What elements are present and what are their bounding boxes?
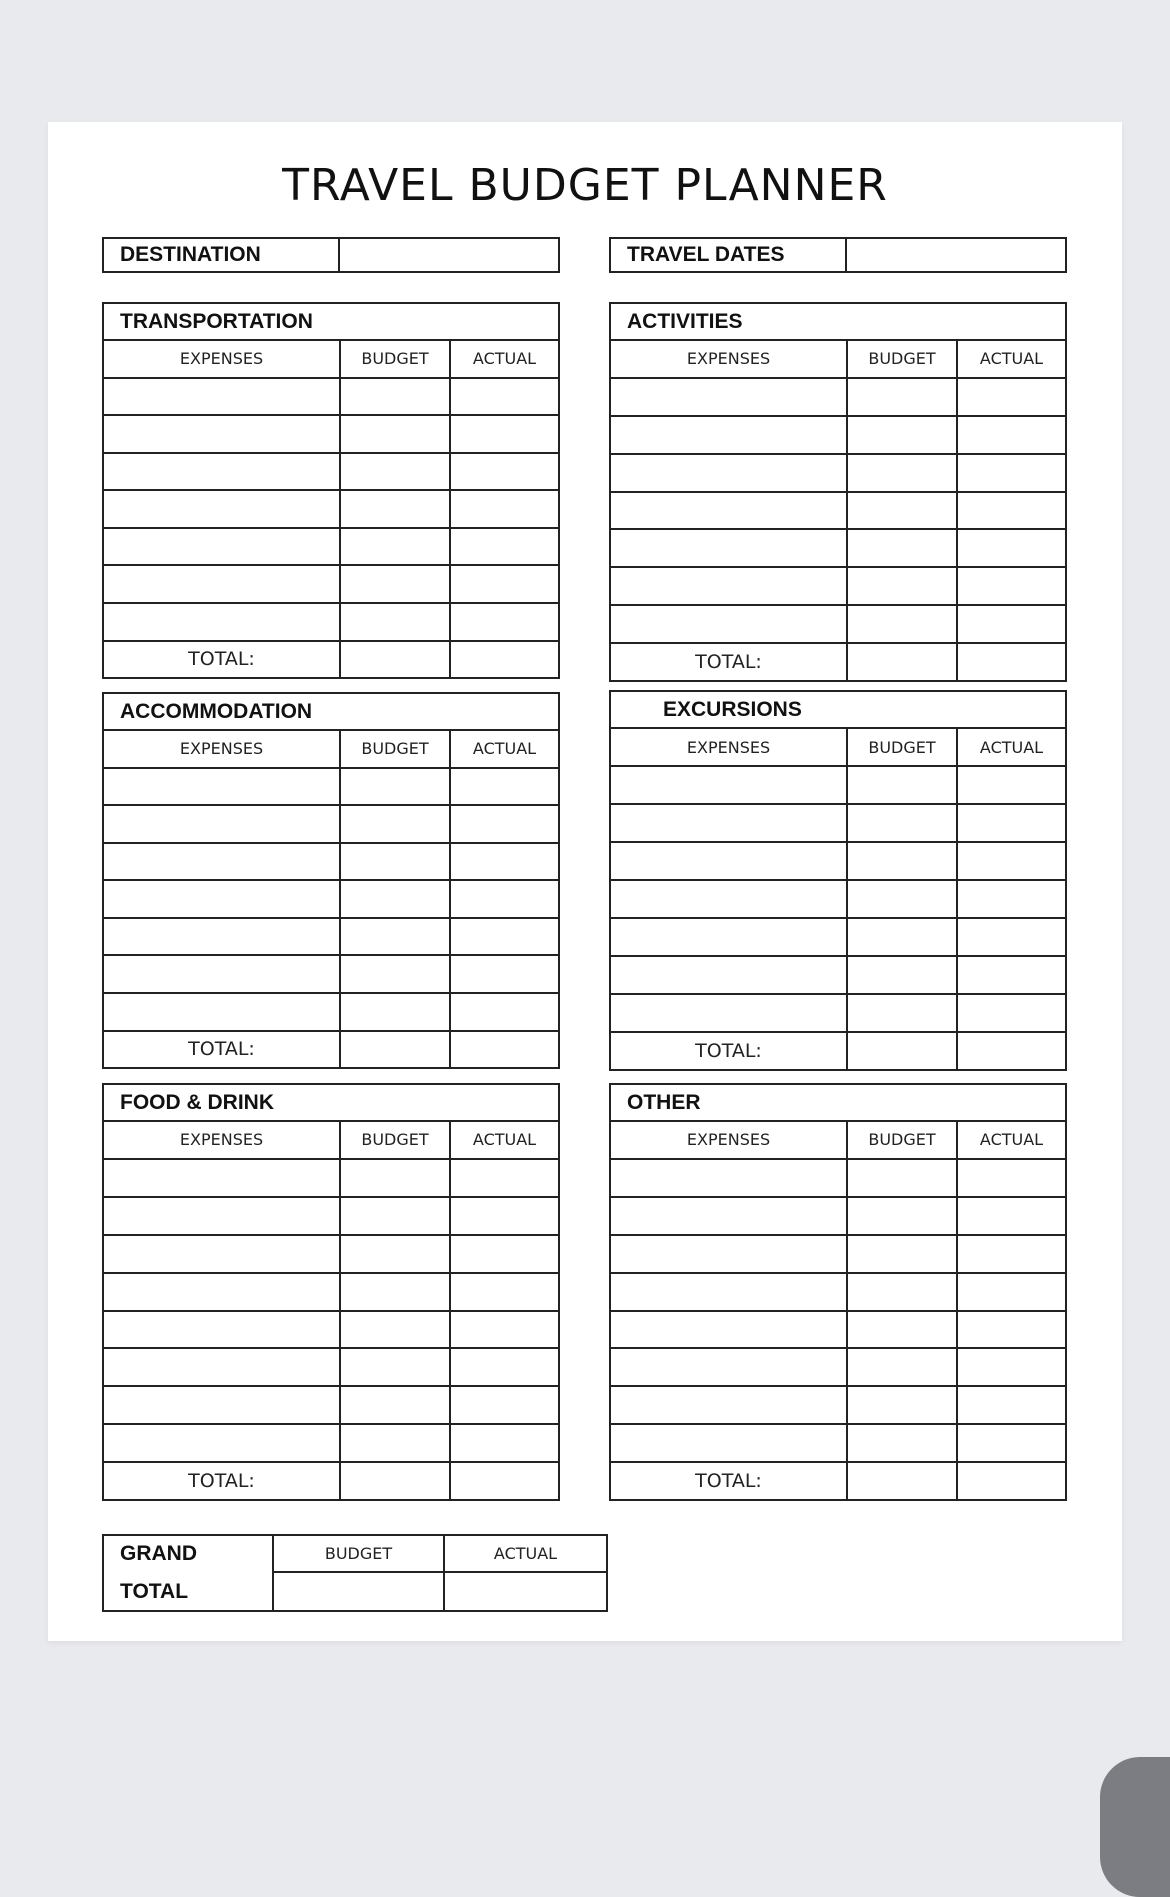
expense-cell[interactable] [611,1274,848,1310]
actual-cell[interactable] [958,1387,1065,1423]
budget-cell[interactable] [341,1198,451,1234]
travel-dates-field [609,237,1067,273]
table-row [104,416,558,454]
expense-cell[interactable] [611,1387,848,1423]
actual-cell[interactable] [958,379,1065,415]
expenses-column-header: EXPENSES [611,1122,848,1158]
actual-cell[interactable] [451,454,558,490]
budget-cell[interactable] [848,1349,958,1385]
table-row [104,1312,558,1350]
expenses-column-header: EXPENSES [104,341,341,377]
budget-cell[interactable] [341,1425,451,1461]
actual-cell[interactable] [958,1312,1065,1348]
budget-cell[interactable] [848,606,958,642]
travel-dates-label: TRAVEL DATES [611,239,847,271]
actual-cell[interactable] [451,1312,558,1348]
table-row [611,767,1065,805]
budget-cell[interactable] [341,806,451,842]
destination-field [102,237,560,273]
grand-total-label-line1: GRAND [120,1542,197,1565]
table-row [104,1349,558,1387]
budget-cell[interactable] [848,493,958,529]
activities-table [611,341,1065,680]
expenses-column-header: EXPENSES [611,729,848,765]
budget-cell[interactable] [341,919,451,955]
grand-total-budget-cell[interactable] [274,1573,443,1610]
budget-cell[interactable] [341,454,451,490]
budget-cell[interactable] [341,1312,451,1348]
total-budget-cell[interactable] [848,644,958,680]
grand-total-actual-header: ACTUAL [445,1536,606,1573]
table-row [104,454,558,492]
total-budget-cell[interactable] [848,1033,958,1069]
total-row [104,1032,558,1068]
actual-cell[interactable] [451,416,558,452]
actual-cell[interactable] [958,843,1065,879]
table-row [611,957,1065,995]
actual-cell[interactable] [958,957,1065,993]
table-row [104,919,558,957]
budget-cell[interactable] [848,843,958,879]
actual-cell[interactable] [958,1274,1065,1310]
grand-total-label [104,1536,274,1610]
table-row [104,379,558,417]
total-label: TOTAL: [104,642,341,678]
transportation-title: TRANSPORTATION [104,304,558,341]
expense-cell[interactable] [611,995,848,1031]
actual-cell[interactable] [958,1160,1065,1196]
budget-cell[interactable] [848,530,958,566]
expense-cell[interactable] [104,1387,341,1423]
actual-cell[interactable] [958,805,1065,841]
total-actual-cell[interactable] [451,642,558,678]
actual-cell[interactable] [451,491,558,527]
table-row [611,493,1065,531]
expense-cell[interactable] [611,1349,848,1385]
actual-cell[interactable] [451,604,558,640]
actual-cell[interactable] [451,994,558,1030]
excursions-title: EXCURSIONS [611,692,1065,729]
expense-cell[interactable] [104,529,341,565]
expense-cell[interactable] [611,606,848,642]
budget-cell[interactable] [341,491,451,527]
total-label: TOTAL: [611,1033,848,1069]
table-row [611,1425,1065,1463]
budget-cell[interactable] [341,379,451,415]
column-header-row [611,1122,1065,1160]
corner-decoration [1100,1757,1170,1897]
actual-cell[interactable] [451,566,558,602]
expense-cell[interactable] [104,1160,341,1196]
actual-cell[interactable] [958,606,1065,642]
grand-total-actual-column [445,1536,606,1610]
column-header-row [104,731,558,769]
budget-cell[interactable] [848,805,958,841]
table-row [611,1198,1065,1236]
budget-cell[interactable] [341,1349,451,1385]
expense-cell[interactable] [104,994,341,1030]
budget-column-header: BUDGET [341,731,451,767]
table-row [611,1236,1065,1274]
budget-cell[interactable] [848,957,958,993]
expense-cell[interactable] [611,957,848,993]
actual-cell[interactable] [451,1236,558,1272]
table-row [104,1274,558,1312]
budget-column-header: BUDGET [848,341,958,377]
table-row [611,919,1065,957]
table-row [611,417,1065,455]
table-row [611,1160,1065,1198]
transportation-table [104,341,558,677]
expense-cell[interactable] [611,919,848,955]
expense-cell[interactable] [104,956,341,992]
budget-cell[interactable] [341,1236,451,1272]
expense-cell[interactable] [104,806,341,842]
expenses-column-header: EXPENSES [104,1122,341,1158]
table-row [611,379,1065,417]
column-header-row [104,341,558,379]
budget-cell[interactable] [341,566,451,602]
actual-cell[interactable] [451,956,558,992]
expense-cell[interactable] [611,530,848,566]
expense-cell[interactable] [611,843,848,879]
total-actual-cell[interactable] [451,1463,558,1499]
actual-cell[interactable] [451,1425,558,1461]
budget-cell[interactable] [848,1312,958,1348]
expense-cell[interactable] [104,604,341,640]
excursions-table [611,729,1065,1069]
table-row [104,994,558,1032]
expense-cell[interactable] [104,1274,341,1310]
budget-cell[interactable] [848,1236,958,1272]
table-row [104,1236,558,1274]
budget-cell[interactable] [848,1160,958,1196]
transportation-section [102,302,560,679]
actual-cell[interactable] [958,1349,1065,1385]
other-table [611,1122,1065,1499]
budget-cell[interactable] [848,1387,958,1423]
budget-cell[interactable] [341,529,451,565]
table-row [104,956,558,994]
budget-cell[interactable] [341,881,451,917]
destination-input[interactable] [340,239,558,271]
actual-column-header: ACTUAL [472,1130,537,1150]
actual-cell[interactable] [958,417,1065,453]
actual-column-header: ACTUAL [979,349,1044,369]
budget-cell[interactable] [341,416,451,452]
table-row [611,1274,1065,1312]
budget-cell[interactable] [848,767,958,803]
table-row [611,606,1065,644]
actual-cell[interactable] [958,530,1065,566]
grand-total-table [102,1534,608,1612]
actual-cell[interactable] [958,493,1065,529]
expenses-column-header: EXPENSES [104,731,341,767]
table-row [104,491,558,529]
budget-cell[interactable] [341,1387,451,1423]
table-row [104,1160,558,1198]
table-row [611,530,1065,568]
budget-cell[interactable] [341,769,451,805]
total-budget-cell[interactable] [848,1463,958,1499]
actual-cell[interactable] [451,1274,558,1310]
budget-column-header: BUDGET [848,1122,958,1158]
budget-cell[interactable] [848,995,958,1031]
budget-cell[interactable] [848,881,958,917]
total-actual-cell[interactable] [958,644,1065,680]
actual-cell[interactable] [451,379,558,415]
total-label: TOTAL: [104,1463,341,1499]
total-actual-cell[interactable] [451,1032,558,1068]
expense-cell[interactable] [611,1198,848,1234]
expense-cell[interactable] [104,769,341,805]
grand-total-budget-header: BUDGET [274,1536,443,1573]
table-row [104,1425,558,1463]
budget-cell[interactable] [848,379,958,415]
expense-cell[interactable] [611,767,848,803]
table-row [104,769,558,807]
total-budget-cell[interactable] [341,1463,451,1499]
accommodation-title: ACCOMMODATION [104,694,558,731]
grand-total-actual-cell[interactable] [445,1573,606,1610]
total-budget-cell[interactable] [341,1032,451,1068]
actual-cell[interactable] [958,881,1065,917]
table-row [611,568,1065,606]
actual-cell[interactable] [958,995,1065,1031]
activities-section [609,302,1067,682]
expense-cell[interactable] [104,491,341,527]
expense-cell[interactable] [104,454,341,490]
budget-cell[interactable] [341,604,451,640]
activities-title: ACTIVITIES [611,304,1065,341]
expense-cell[interactable] [104,416,341,452]
budget-cell[interactable] [848,919,958,955]
actual-cell[interactable] [451,1387,558,1423]
budget-cell[interactable] [848,1425,958,1461]
expense-cell[interactable] [104,379,341,415]
expense-cell[interactable] [611,417,848,453]
budget-cell[interactable] [848,1198,958,1234]
actual-cell[interactable] [451,919,558,955]
destination-label: DESTINATION [104,239,340,271]
grand-total-budget-column [274,1536,445,1610]
column-header-row [104,1122,558,1160]
page-title: TRAVEL BUDGET PLANNER [282,160,888,211]
total-row [611,1033,1065,1069]
actual-cell[interactable] [451,1349,558,1385]
actual-cell[interactable] [451,806,558,842]
accommodation-section [102,692,560,1069]
expense-cell[interactable] [104,919,341,955]
expense-cell[interactable] [104,1312,341,1348]
budget-cell[interactable] [341,994,451,1030]
expense-cell[interactable] [611,1425,848,1461]
table-row [104,806,558,844]
expense-cell[interactable] [611,881,848,917]
actual-column-header: ACTUAL [979,1130,1044,1150]
total-actual-cell[interactable] [958,1033,1065,1069]
table-row [104,529,558,567]
table-row [611,843,1065,881]
expense-cell[interactable] [611,805,848,841]
expense-cell[interactable] [611,1160,848,1196]
expense-cell[interactable] [104,881,341,917]
table-row [611,1312,1065,1350]
actual-cell[interactable] [958,919,1065,955]
budget-cell[interactable] [848,455,958,491]
expense-cell[interactable] [104,1425,341,1461]
expense-cell[interactable] [104,1236,341,1272]
table-row [104,881,558,919]
column-header-row [611,729,1065,767]
actual-cell[interactable] [958,455,1065,491]
budget-cell[interactable] [341,1160,451,1196]
table-row [611,881,1065,919]
table-row [104,1387,558,1425]
accommodation-table [104,731,558,1067]
actual-cell[interactable] [451,844,558,880]
expense-cell[interactable] [104,1349,341,1385]
actual-column-header: ACTUAL [472,739,537,759]
travel-dates-input[interactable] [847,239,1065,271]
actual-column-header: ACTUAL [472,349,537,369]
food-drink-section [102,1083,560,1501]
grand-total-label-line2: TOTAL [120,1580,189,1603]
budget-column-header: BUDGET [341,341,451,377]
budget-cell[interactable] [848,1274,958,1310]
total-label: TOTAL: [611,1463,848,1499]
actual-cell[interactable] [451,1160,558,1196]
other-title: OTHER [611,1085,1065,1122]
budget-cell[interactable] [848,417,958,453]
total-budget-cell[interactable] [341,642,451,678]
expense-cell[interactable] [611,379,848,415]
total-label: TOTAL: [611,644,848,680]
expense-cell[interactable] [104,1198,341,1234]
actual-cell[interactable] [958,1198,1065,1234]
actual-cell[interactable] [958,1236,1065,1272]
expense-cell[interactable] [104,844,341,880]
expense-cell[interactable] [611,1312,848,1348]
table-row [104,604,558,642]
budget-cell[interactable] [341,956,451,992]
budget-column-header: BUDGET [848,729,958,765]
table-row [611,455,1065,493]
total-row [611,644,1065,680]
budget-cell[interactable] [341,1274,451,1310]
excursions-section [609,690,1067,1071]
actual-cell[interactable] [451,529,558,565]
food-drink-title: FOOD & DRINK [104,1085,558,1122]
actual-cell[interactable] [958,568,1065,604]
actual-cell[interactable] [958,1425,1065,1461]
actual-cell[interactable] [451,769,558,805]
expense-cell[interactable] [104,566,341,602]
table-row [611,1387,1065,1425]
budget-cell[interactable] [848,568,958,604]
actual-cell[interactable] [451,881,558,917]
total-row [104,642,558,678]
table-row [104,566,558,604]
actual-cell[interactable] [451,1198,558,1234]
budget-cell[interactable] [341,844,451,880]
table-row [104,844,558,882]
table-row [104,1198,558,1236]
expense-cell[interactable] [611,493,848,529]
column-header-row [611,341,1065,379]
actual-cell[interactable] [958,767,1065,803]
expense-cell[interactable] [611,455,848,491]
other-section [609,1083,1067,1501]
table-row [611,1349,1065,1387]
total-row [104,1463,558,1499]
actual-column-header: ACTUAL [979,737,1044,757]
planner-page [48,122,1122,1641]
table-row [611,995,1065,1033]
expenses-column-header: EXPENSES [611,341,848,377]
budget-column-header: BUDGET [341,1122,451,1158]
table-row [611,805,1065,843]
total-actual-cell[interactable] [958,1463,1065,1499]
total-row [611,1463,1065,1499]
expense-cell[interactable] [611,1236,848,1272]
total-label: TOTAL: [104,1032,341,1068]
expense-cell[interactable] [611,568,848,604]
food-drink-table [104,1122,558,1499]
